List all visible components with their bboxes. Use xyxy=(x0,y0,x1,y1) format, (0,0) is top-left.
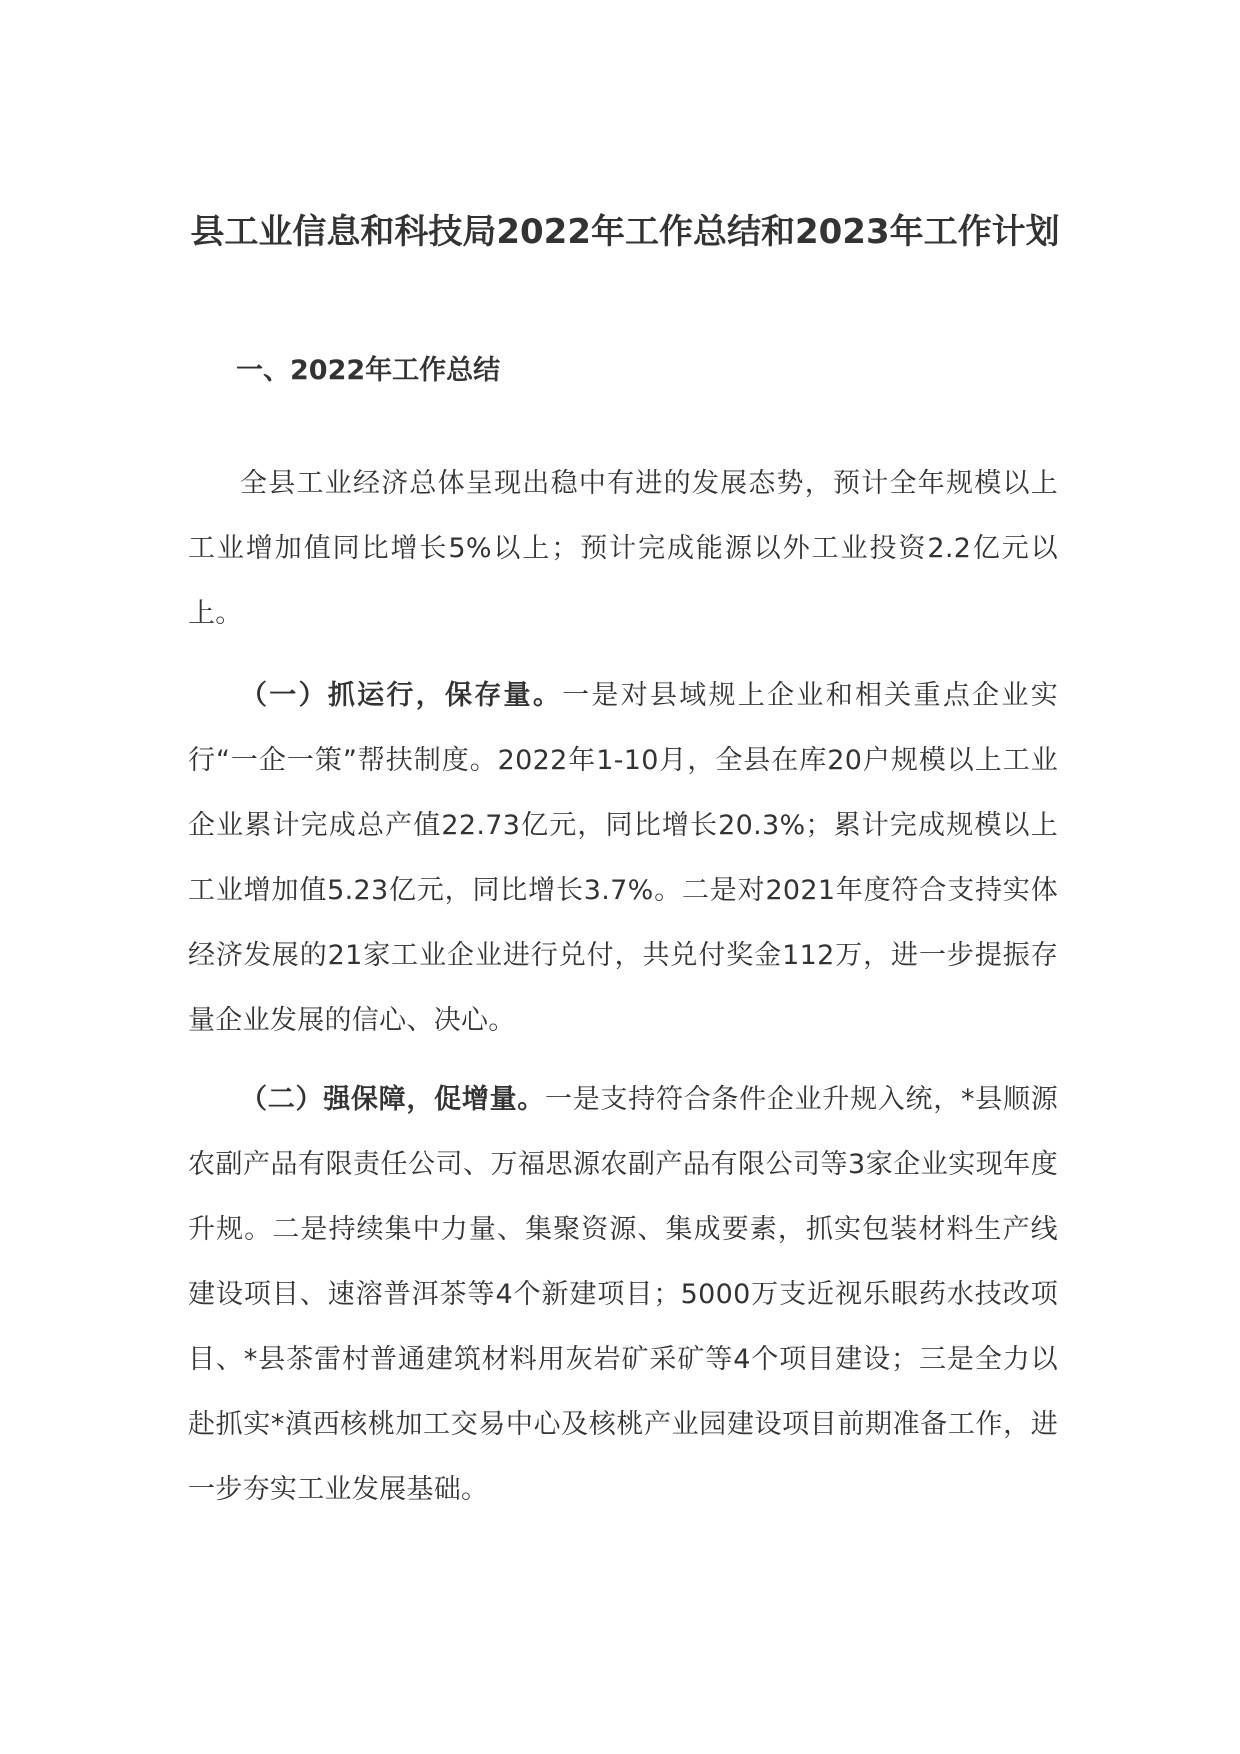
item-1-body: 一是对县域规上企业和相关重点企业实行“一企一策”帮扶制度。2022年1-10月，全县在库20户规模以上工业企业累计完成总产值22.73亿元，同比增长20.3%；累计完成规模以上工业增加值5.23亿元，同比增长3.7%。二是对2021年度符合支持实体经济发展的21家工业企业进行兑付，共兑付奖金112万，进一步提振存量企业发展的信心、决心。 xyxy=(188,680,1058,1036)
item-2-paragraph xyxy=(188,1067,1058,1522)
item-1-lead: （一）抓运行，保存量。 xyxy=(240,680,563,711)
overview-paragraph: 全县工业经济总体呈现出稳中有进的发展态势，预计全年规模以上工业增加值同比增长5%以上；预计完成能源以外工业投资2.2亿元以上。 xyxy=(188,468,1058,629)
document-title: 县工业信息和科技局2022年工作总结和2023年工作计划 xyxy=(190,212,1060,252)
item-2-body: 一是支持符合条件企业升规入统，*县顺源农副产品有限责任公司、万福思源农副产品有限公司等3家企业实现年度升规。二是持续集中力量、集聚资源、集成要素，抓实包装材料生产线建设项目、速溶普洱茶等4个新建项目；5000万支近视乐眼药水技改项目、*县茶雷村普通建筑材料用灰岩矿采矿等4个项目建设；三是全力以赴抓实*滇西核桃加工交易中心及核桃产业园建设项目前期准备工作，进一步夯实工业发展基础。 xyxy=(188,1084,1058,1505)
section-heading: 一、2022年工作总结 xyxy=(236,355,501,386)
item-1-paragraph xyxy=(188,663,1058,1053)
item-2-lead: （二）强保障，促增量。 xyxy=(240,1084,546,1115)
